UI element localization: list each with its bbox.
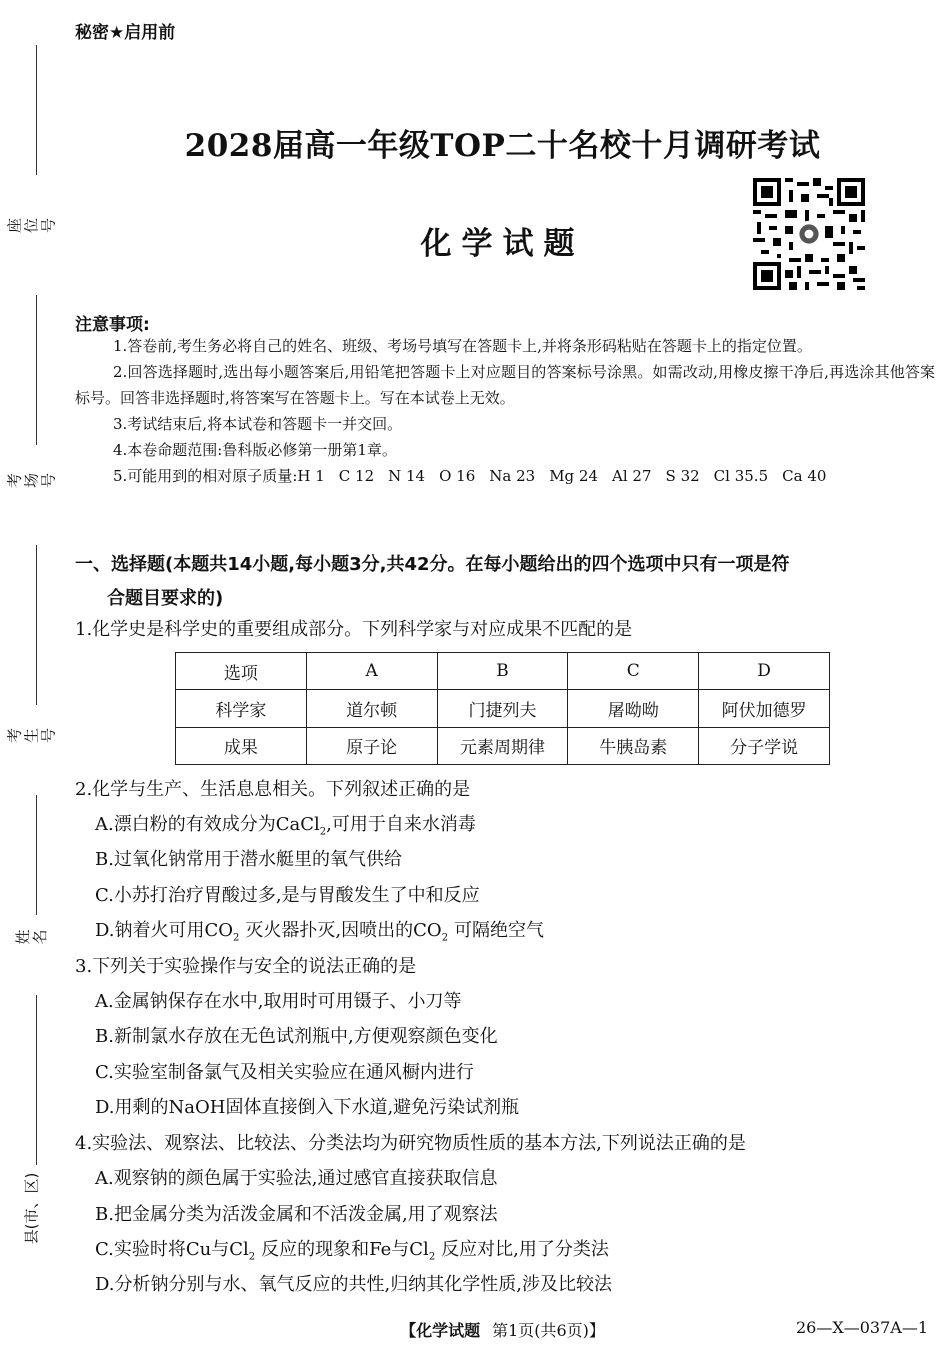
table-row: 选项 A B C D — [176, 653, 830, 690]
binding-line-5 — [36, 995, 37, 1165]
question-4-option-c: C.实验时将Cu与$Cl_2$ 反应的现象和Fe与$Cl_2$ 反应对比,用了分类法 — [95, 1239, 609, 1263]
notice-item: 3.考试结束后,将本试卷和答题卡一并交回。 — [113, 415, 403, 433]
exam-subject: 化学试题 — [420, 226, 585, 262]
exam-room-label: 考场号 — [5, 473, 58, 489]
question-4-option-b: B.把金属分类为活泼金属和不活泼金属,用了观察法 — [95, 1204, 498, 1225]
question-3-option-d: D.用剩的NaOH固体直接倒入下水道,避免污染试剂瓶 — [95, 1097, 520, 1118]
question-2-option-d: D.钠着火可用$CO_2$ 灭火器扑灭,因喷出的$CO_2$ 可隔绝空气 — [95, 920, 545, 944]
notice-item: 1.答卷前,考生务必将自己的姓名、班级、考场号填写在答题卡上,并将条形码粘贴在答题卡上的指定位置。 — [113, 337, 812, 355]
atomic-masses: 5.可能用到的相对原子质量:H 1 C 12 N 14 O 16 Na 23 Mg 24 Al 27 S 32 Cl 35.5 Ca 40 — [113, 467, 827, 485]
table-row: 科学家 道尔顿 门捷列夫 屠呦呦 阿伏加德罗 — [176, 690, 830, 727]
candidate-number-label: 考生号 — [5, 728, 58, 744]
question-4-option-a: A.观察钠的颜色属于实验法,通过感官直接获取信息 — [95, 1168, 498, 1189]
county-label: 县(市、区) — [22, 1172, 41, 1245]
notice-list — [75, 333, 935, 489]
question-4-stem: 4.实验法、观察法、比较法、分类法均为研究物质性质的基本方法,下列说法正确的是 — [75, 1133, 746, 1154]
notice-item: 4.本卷命题范围:鲁科版必修第一册第1章。 — [113, 441, 397, 459]
table-row: 成果 原子论 元素周期律 牛胰岛素 分子学说 — [176, 727, 830, 764]
question-1-stem: 1.化学史是科学史的重要组成部分。下列科学家与对应成果不匹配的是 — [75, 619, 633, 640]
notice-item: 2.回答选择题时,选出每小题答案后,用铅笔把答题卡上对应题目的答案标号涂黑。如需改动,用橡皮擦干净后,再选涂其他答案标号。回答非选择题时,将答案写在答题卡上。写在本试卷上无效。 — [75, 363, 935, 407]
question-3-option-b: B.新制氯水存放在无色试剂瓶中,方便观察颜色变化 — [95, 1026, 498, 1047]
binding-line-4 — [36, 795, 37, 915]
page-footer: 【化学试题 第1页(共6页)】 — [400, 1321, 605, 1340]
name-label: 姓名 — [14, 929, 49, 945]
question-1-table — [175, 652, 830, 765]
qr-code-icon — [753, 178, 865, 290]
section-heading: 一、选择题(本题共14小题,每小题3分,共42分。在每小题给出的四个选项中只有一项是符 合题目要求的) — [75, 554, 790, 609]
question-2-option-c: C.小苏打治疗胃酸过多,是与胃酸发生了中和反应 — [95, 885, 480, 906]
question-4-option-d: D.分析钠分别与水、氧气反应的共性,归纳其化学性质,涉及比较法 — [95, 1274, 612, 1295]
notice-title: 注意事项: — [75, 315, 150, 335]
question-2-option-b: B.过氧化钠常用于潜水艇里的氧气供给 — [95, 849, 402, 870]
confidential-notice: 秘密★启用前 — [75, 23, 176, 43]
paper-code: 26—X—037A—1 — [795, 1318, 928, 1337]
binding-line-2 — [36, 295, 37, 445]
seat-number-label: 座位号 — [5, 218, 58, 234]
question-3-option-c: C.实验室制备氯气及相关实验应在通风橱内进行 — [95, 1062, 474, 1083]
binding-line-3 — [36, 545, 37, 705]
question-3-option-a: A.金属钠保存在水中,取用时可用镊子、小刀等 — [95, 991, 462, 1012]
exam-title: 2028届高一年级TOP二十名校十月调研考试 — [184, 128, 821, 164]
question-2-stem: 2.化学与生产、生活息息相关。下列叙述正确的是 — [75, 779, 471, 800]
question-2-option-a: A.漂白粉的有效成分为CaCl$_2$,可用于自来水消毒 — [95, 814, 476, 838]
question-3-stem: 3.下列关于实验操作与安全的说法正确的是 — [75, 956, 417, 977]
